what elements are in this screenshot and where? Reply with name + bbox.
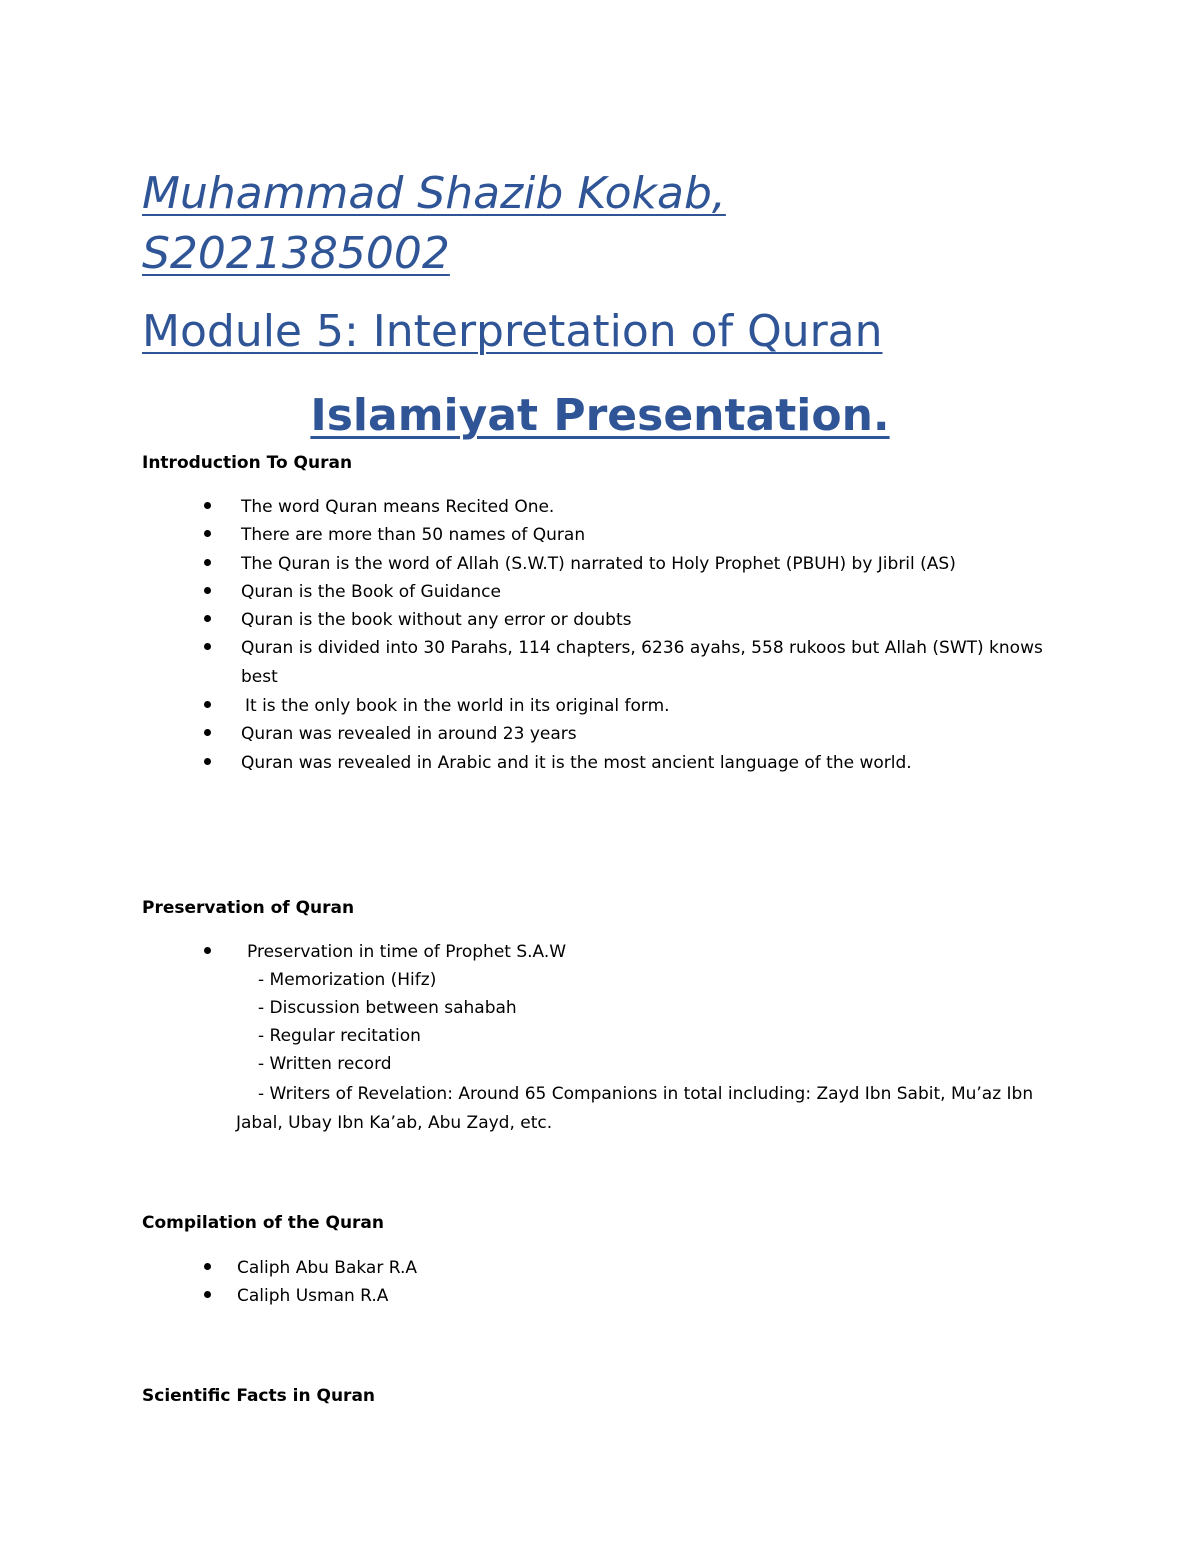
list-item: It is the only book in the world in its original form. (245, 698, 670, 715)
list-item: Preservation in time of Prophet S.A.W (247, 944, 566, 961)
document-title: Islamiyat Presentation. (310, 390, 890, 441)
list-item: Quran was revealed in around 23 years (241, 726, 577, 743)
section-heading-compilation: Compilation of the Quran (142, 1213, 385, 1233)
list-item: Caliph Abu Bakar R.A (237, 1260, 417, 1277)
bullet-icon (204, 615, 211, 622)
list-item: Quran is the book without any error or doubts (241, 612, 631, 629)
bullet-icon (204, 643, 211, 650)
sub-list-item: - Memorization (Hifz) (258, 970, 437, 990)
section-heading-preservation: Preservation of Quran (142, 898, 355, 918)
bullet-icon (204, 530, 211, 537)
sub-list-item: - Written record (258, 1054, 392, 1074)
module-title: Module 5: Interpretation of Quran (142, 306, 883, 357)
sub-list-item: - Regular recitation (258, 1026, 421, 1046)
section-heading-introduction: Introduction To Quran (142, 453, 353, 473)
bullet-icon (204, 729, 211, 736)
bullet-icon (204, 701, 211, 708)
list-item: Quran is divided into 30 Parahs, 114 chapters, 6236 ayahs, 558 rukoos but Allah (SWT) knows (241, 640, 1043, 657)
list-item: The Quran is the word of Allah (S.W.T) narrated to Holy Prophet (PBUH) by Jibril (AS) (241, 556, 956, 573)
author-name: Muhammad Shazib Kokab, (142, 168, 726, 219)
section-heading-scientific: Scientific Facts in Quran (142, 1386, 376, 1406)
bullet-icon (204, 1291, 211, 1298)
bullet-icon (204, 1263, 211, 1270)
list-item: There are more than 50 names of Quran (241, 527, 585, 544)
list-item: Quran is the Book of Guidance (241, 584, 501, 601)
bullet-icon (204, 758, 211, 765)
student-id: S2021385002 (142, 228, 450, 279)
bullet-icon (204, 502, 211, 509)
bullet-icon (204, 559, 211, 566)
bullet-icon (204, 587, 211, 594)
list-item: Caliph Usman R.A (237, 1288, 388, 1305)
sub-list-item: - Writers of Revelation: Around 65 Companions in total including: Zayd Ibn Sabit, Mu’az Ibn (258, 1084, 1034, 1104)
sub-list-item-continuation: Jabal, Ubay Ibn Ka’ab, Abu Zayd, etc. (236, 1113, 553, 1133)
sub-list-item: - Discussion between sahabah (258, 998, 517, 1018)
bullet-icon (204, 947, 211, 954)
list-item: The word Quran means Recited One. (241, 499, 554, 516)
list-item-continuation: best (241, 667, 278, 687)
list-item: Quran was revealed in Arabic and it is the most ancient language of the world. (241, 755, 912, 772)
